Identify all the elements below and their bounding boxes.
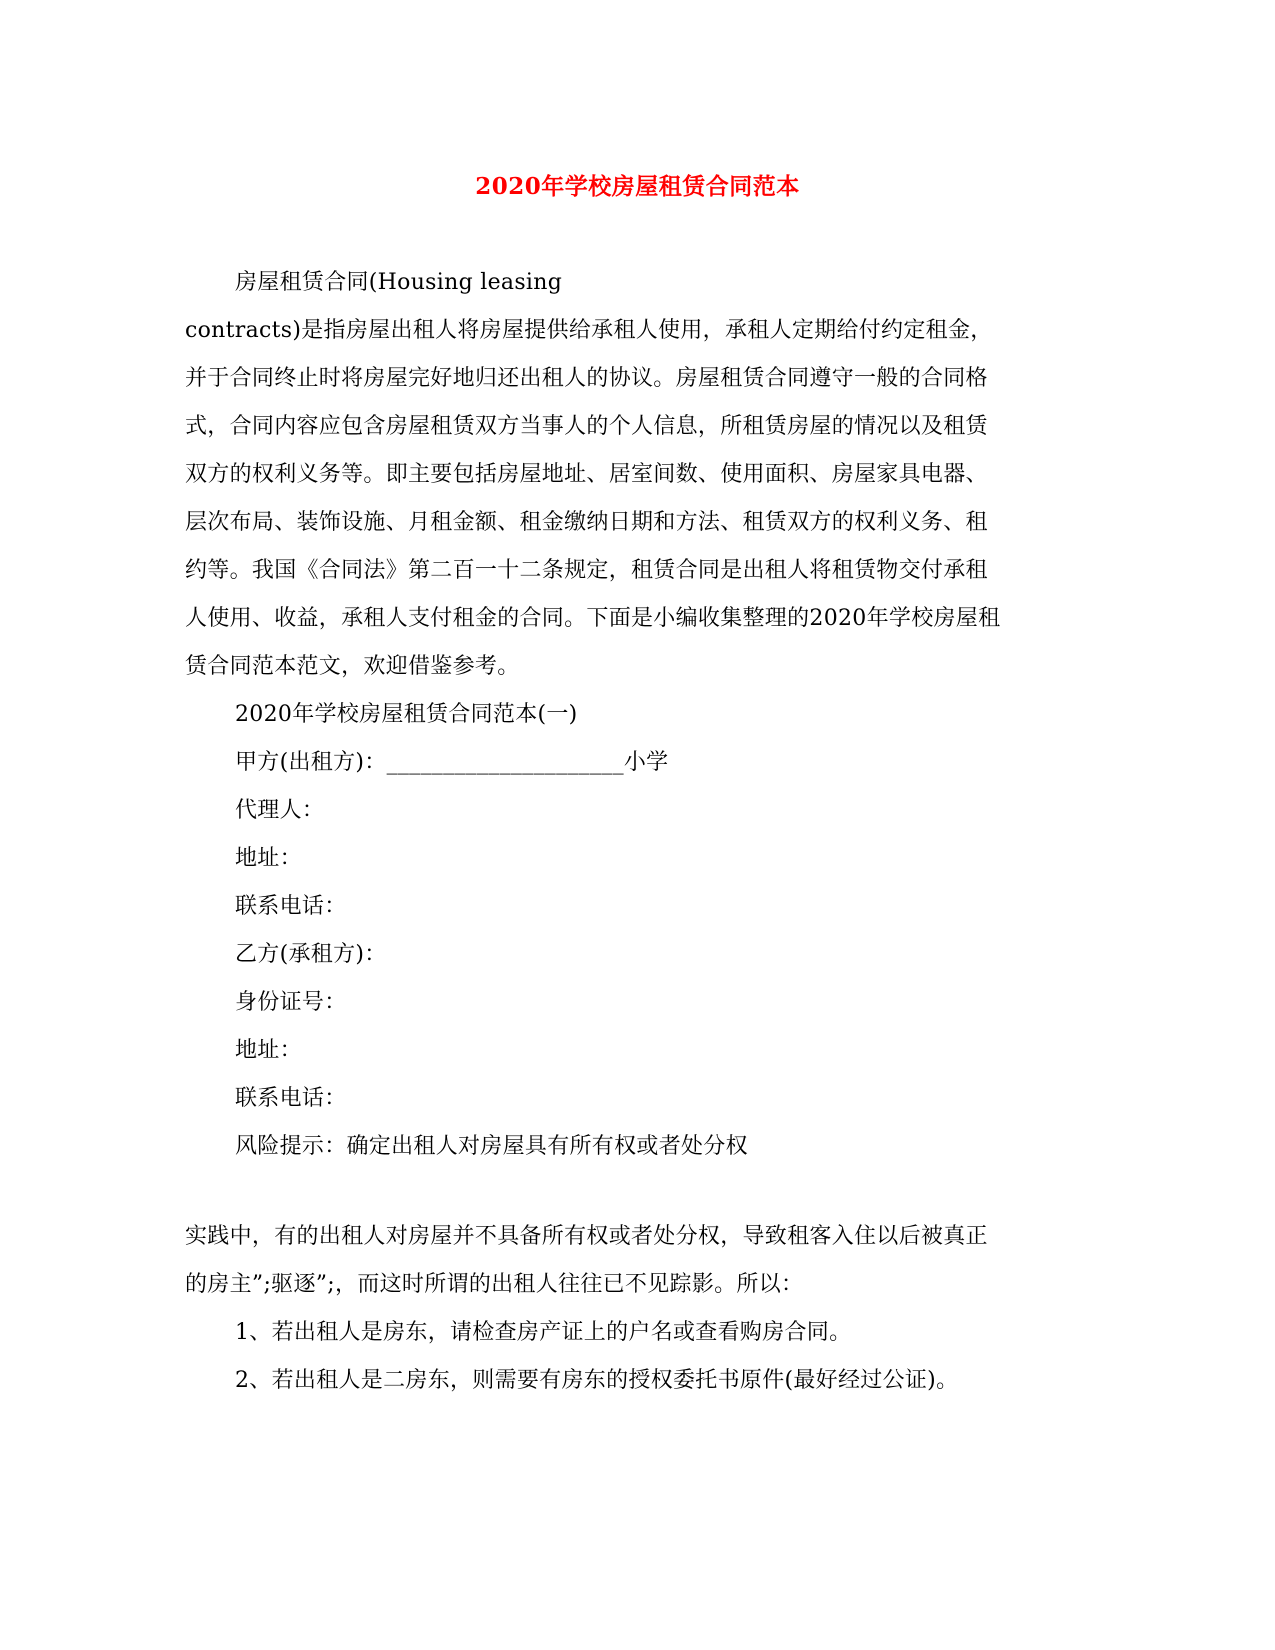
practice-line: 实践中，有的出租人对房屋并不具备所有权或者处分权，导致租客入住以后被真正 [185, 1224, 988, 1249]
agent-field: 代理人： [235, 798, 325, 823]
section-heading: 2020年学校房屋租赁合同范本(一) [235, 702, 578, 727]
intro-paragraph [185, 259, 1085, 691]
intro-line: 赁合同范本范文，欢迎借鉴参考。 [185, 654, 520, 679]
party-a-address-field: 地址： [235, 846, 302, 871]
intro-line: 式，合同内容应包含房屋租赁双方当事人的个人信息，所租赁房屋的情况以及租赁 [185, 414, 988, 439]
intro-line: contracts)是指房屋出租人将房屋提供给承租人使用，承租人定期给付约定租金， [185, 318, 993, 343]
party-a-phone-field: 联系电话： [235, 894, 347, 919]
intro-line: 约等。我国《合同法》第二百一十二条规定，租赁合同是出租人将租赁物交付承租 [185, 558, 988, 583]
party-b-field: 乙方(承租方)： [235, 942, 387, 967]
intro-line: 双方的权利义务等。即主要包括房屋地址、居室间数、使用面积、房屋家具电器、 [185, 462, 988, 487]
intro-line: 层次布局、装饰设施、月租金额、租金缴纳日期和方法、租赁双方的权利义务、租 [185, 510, 988, 535]
intro-line: 人使用、收益，承租人支付租金的合同。下面是小编收集整理的2020年学校房屋租 [185, 606, 1001, 631]
party-a-field: 甲方(出租方)：_____________________小学 [235, 750, 669, 775]
practice-paragraph [185, 1213, 1085, 1405]
document-title: 2020年学校房屋租赁合同范本 [475, 173, 800, 200]
party-b-address-field: 地址： [235, 1038, 302, 1063]
intro-line: 房屋租赁合同(Housing leasing [235, 270, 563, 295]
contract-fields [185, 691, 1085, 1171]
practice-line: 的房主”;驱逐”;，而这时所谓的出租人往往已不见踪影。所以： [185, 1272, 804, 1297]
risk-notice: 风险提示：确定出租人对房屋具有所有权或者处分权 [235, 1134, 748, 1159]
party-b-phone-field: 联系电话： [235, 1086, 347, 1111]
id-number-field: 身份证号： [235, 990, 347, 1015]
list-item: 1、若出租人是房东，请检查房产证上的户名或查看购房合同。 [235, 1320, 852, 1345]
intro-line: 并于合同终止时将房屋完好地归还出租人的协议。房屋租赁合同遵守一般的合同格 [185, 366, 988, 391]
list-item: 2、若出租人是二房东，则需要有房东的授权委托书原件(最好经过公证)。 [235, 1368, 959, 1393]
